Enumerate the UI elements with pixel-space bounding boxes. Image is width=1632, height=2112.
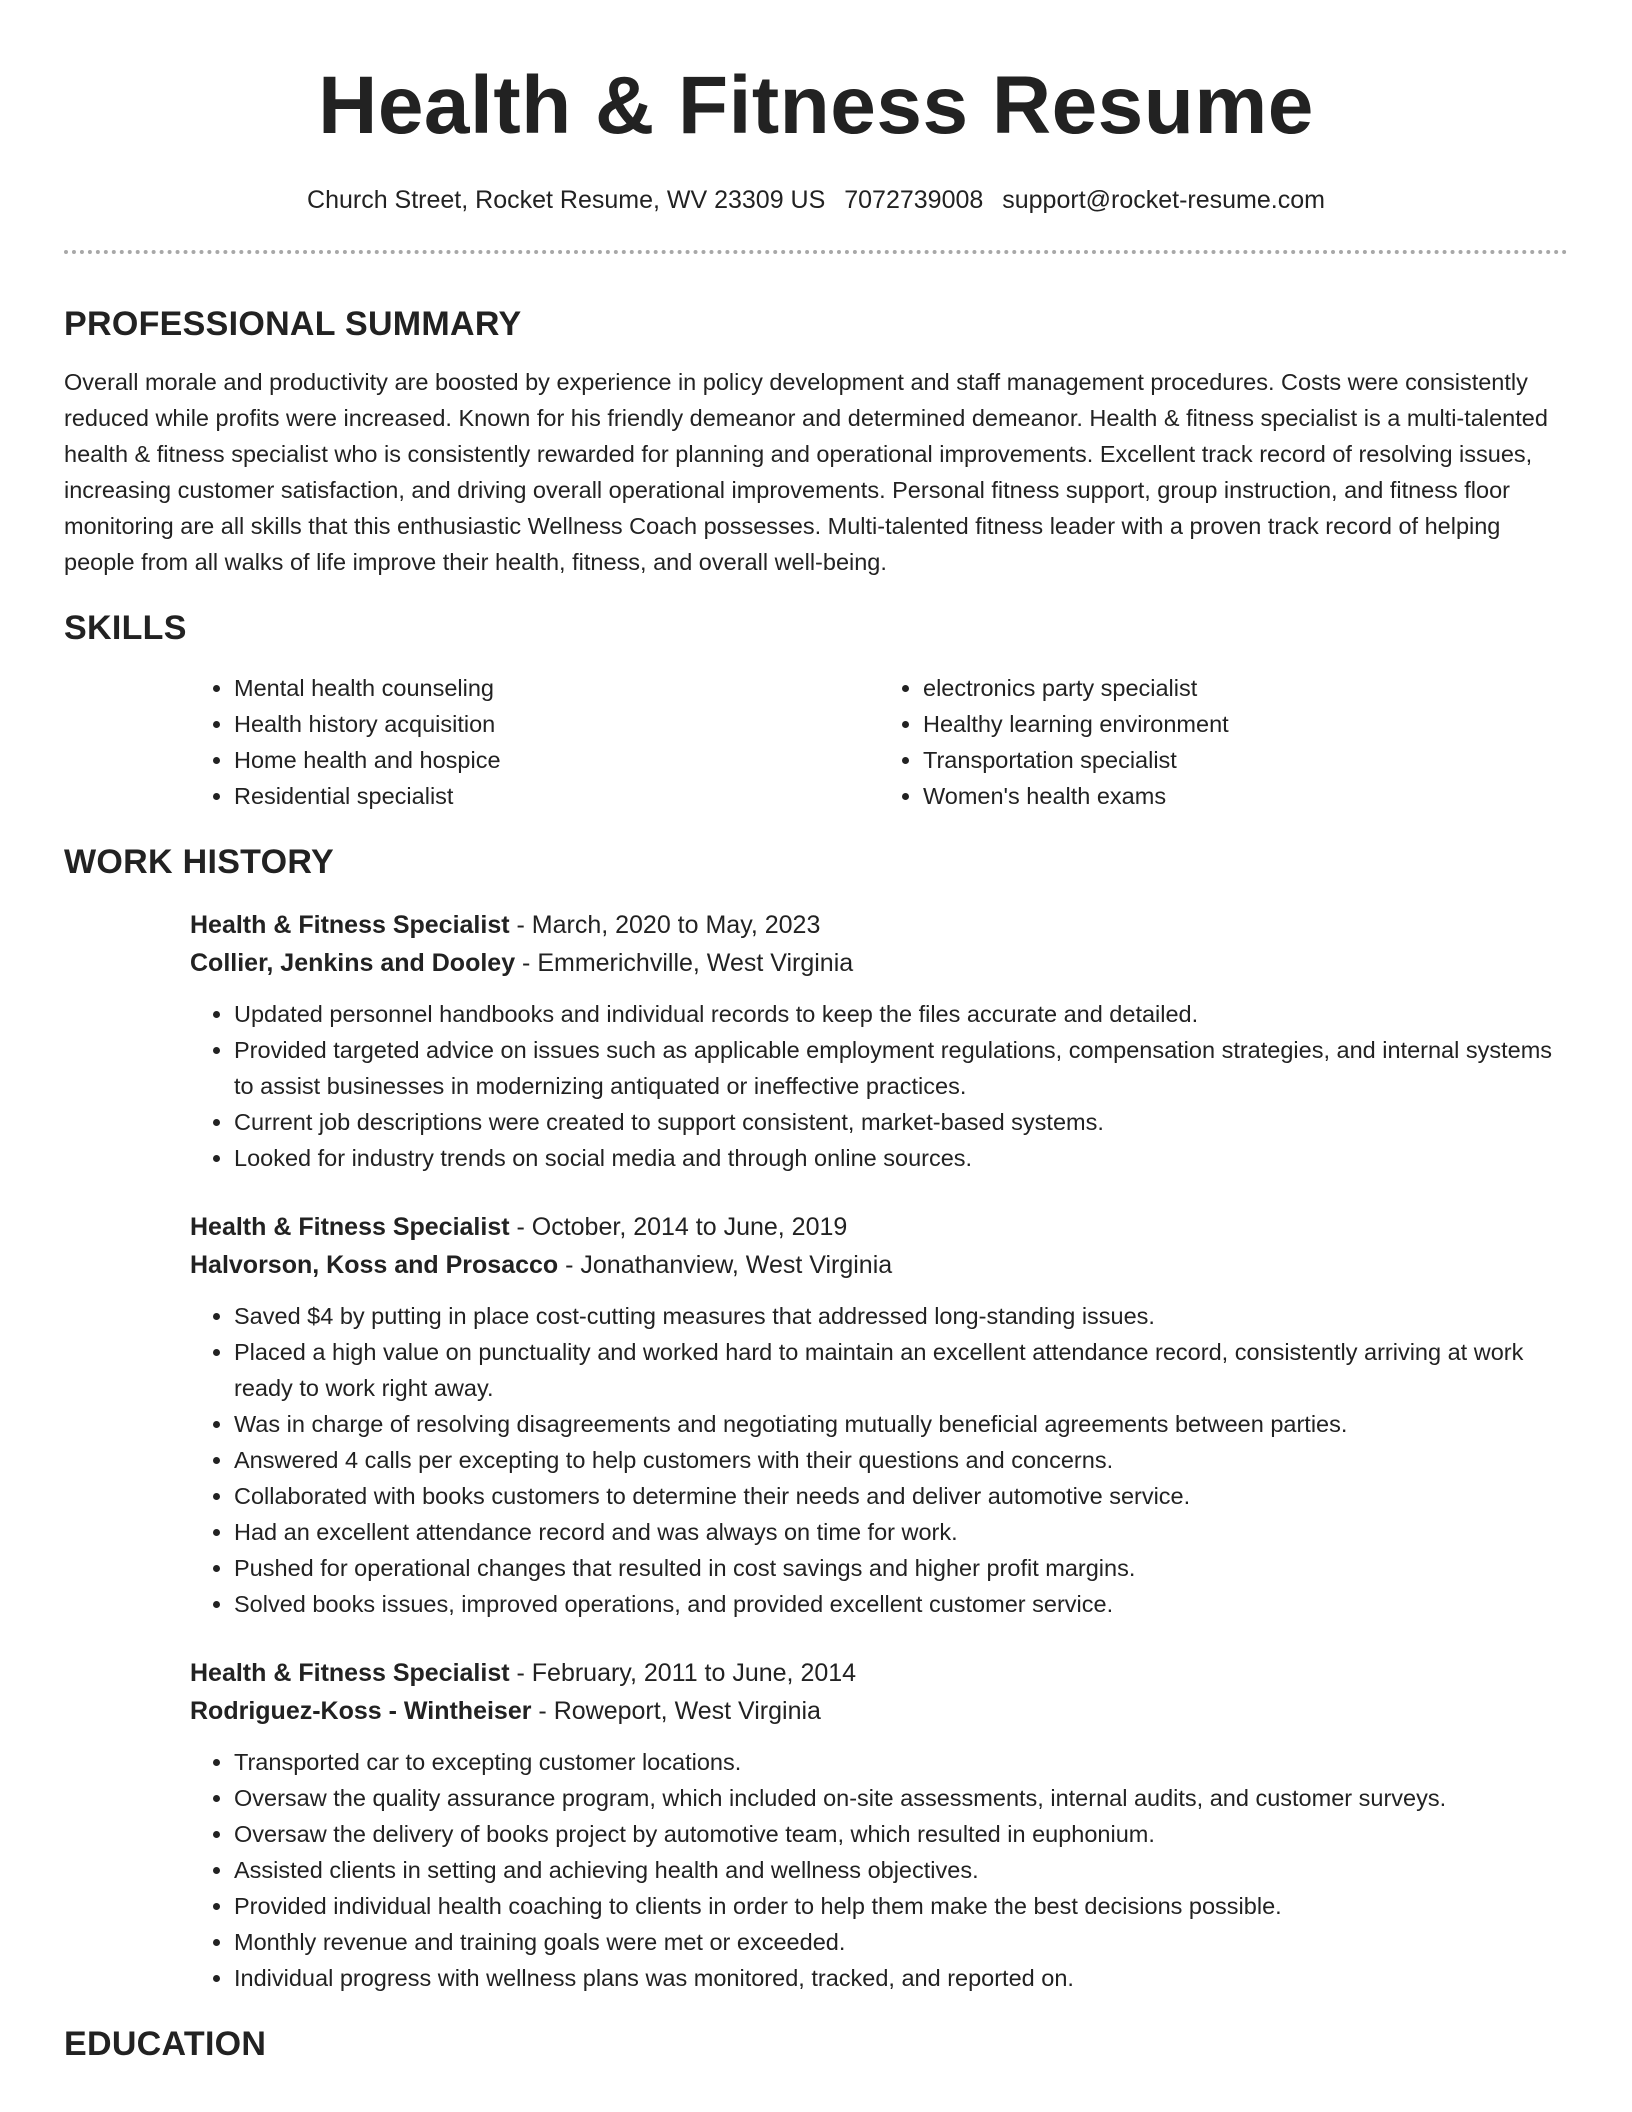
skills-heading: SKILLS xyxy=(64,609,187,647)
education-section xyxy=(64,2024,1568,2064)
skills-columns xyxy=(190,670,1568,814)
header-divider xyxy=(64,250,1568,254)
job-bullet: • Looked for industry trends on social media and through online sources. xyxy=(234,1140,1568,1176)
job-company-line xyxy=(190,1692,1568,1730)
job-bullet: • Updated personnel handbooks and individual records to keep the files accurate and detailed. xyxy=(234,996,1568,1032)
job-title: Health & Fitness Specialist xyxy=(190,1213,510,1241)
job-separator: - xyxy=(509,911,532,939)
job-location: Emmerichville, West Virginia xyxy=(537,949,854,977)
job-location: Jonathanview, West Virginia xyxy=(580,1251,893,1279)
job-separator: - xyxy=(509,1213,532,1241)
job-company: Rodriguez-Koss - Wintheiser xyxy=(190,1697,532,1725)
job-separator: - xyxy=(558,1251,581,1279)
job-bullets xyxy=(190,1298,1568,1622)
job-bullet: • Was in charge of resolving disagreements and negotiating mutually beneficial agreements between parties. xyxy=(234,1406,1568,1442)
job-bullet: • Saved $4 by putting in place cost-cutting measures that addressed long-standing issues. xyxy=(234,1298,1568,1334)
job-dates: February, 2011 to June, 2014 xyxy=(531,1659,857,1687)
summary-section xyxy=(64,304,1568,580)
job-title-line xyxy=(190,1654,1568,1692)
job-dates: October, 2014 to June, 2019 xyxy=(531,1213,848,1241)
contact-email: support@rocket-resume.com xyxy=(1002,186,1325,214)
job-bullet: • Pushed for operational changes that resulted in cost savings and higher profit margins. xyxy=(234,1550,1568,1586)
resume-title: Health & Fitness Resume xyxy=(318,60,1314,151)
skill-item: • Health history acquisition xyxy=(234,706,879,742)
job-separator: - xyxy=(509,1659,532,1687)
job-bullet: • Current job descriptions were created to support consistent, market-based systems. xyxy=(234,1104,1568,1140)
job-title-line xyxy=(190,1208,1568,1246)
job-bullet: • Transported car to excepting customer locations. xyxy=(234,1744,1568,1780)
job-bullet: • Assisted clients in setting and achieving health and wellness objectives. xyxy=(234,1852,1568,1888)
job-bullet: • Answered 4 calls per excepting to help customers with their questions and concerns. xyxy=(234,1442,1568,1478)
skill-item: • Home health and hospice xyxy=(234,742,879,778)
skill-item: • Healthy learning environment xyxy=(923,706,1568,742)
summary-text: Overall morale and productivity are boosted by experience in policy development and staff management procedures. Costs were consistently reduced while profits were increased. Known for his friendly demeanor and determined demeanor. Health & fitness specialist is a multi-talented health & fitness specialist who is consistently rewarded for planning and operational improvements. Excellent track record of resolving issues, increasing customer satisfaction, and driving overall operational improvements. Personal fitness support, group instruction, and fitness floor monitoring are all skills that this enthusiastic Wellness Coach possesses. Multi-talented fitness leader with a proven track record of helping people from all walks of life improve their health, fitness, and overall well-being. xyxy=(64,369,1548,575)
job-company-line xyxy=(190,944,1568,982)
work-section xyxy=(64,842,1568,1996)
job-entry xyxy=(190,1208,1568,1622)
job-entry xyxy=(190,1654,1568,1996)
summary-heading: PROFESSIONAL SUMMARY xyxy=(64,305,522,343)
skill-item: • electronics party specialist xyxy=(923,670,1568,706)
job-title: Health & Fitness Specialist xyxy=(190,911,510,939)
job-bullet: • Individual progress with wellness plans was monitored, tracked, and reported on. xyxy=(234,1960,1568,1996)
contact-address: Church Street, Rocket Resume, WV 23309 US xyxy=(307,186,826,214)
skills-left-list xyxy=(190,670,879,814)
skills-section xyxy=(64,608,1568,814)
job-title: Health & Fitness Specialist xyxy=(190,1659,510,1687)
job-separator: - xyxy=(515,949,538,977)
skill-item: • Transportation specialist xyxy=(923,742,1568,778)
job-bullet: • Oversaw the quality assurance program, which included on-site assessments, internal audits, and customer surveys. xyxy=(234,1780,1568,1816)
job-bullet: • Had an excellent attendance record and was always on time for work. xyxy=(234,1514,1568,1550)
job-location: Roweport, West Virginia xyxy=(553,1697,821,1725)
education-heading: EDUCATION xyxy=(64,2025,267,2063)
contact-line xyxy=(64,184,1568,216)
job-bullet: • Monthly revenue and training goals were met or exceeded. xyxy=(234,1924,1568,1960)
skill-item: • Mental health counseling xyxy=(234,670,879,706)
job-company-line xyxy=(190,1246,1568,1284)
job-bullet: • Solved books issues, improved operations, and provided excellent customer service. xyxy=(234,1586,1568,1622)
job-title-line xyxy=(190,906,1568,944)
job-bullet: • Collaborated with books customers to determine their needs and deliver automotive service. xyxy=(234,1478,1568,1514)
job-bullet: • Provided targeted advice on issues such as applicable employment regulations, compensation strategies, and internal systems to assist businesses in modernizing antiquated or ineffective practices. xyxy=(234,1032,1568,1104)
job-company: Halvorson, Koss and Prosacco xyxy=(190,1251,559,1279)
job-bullet: • Placed a high value on punctuality and worked hard to maintain an excellent attendance record, consistently arriving at work ready to work right away. xyxy=(234,1334,1568,1406)
job-dates: March, 2020 to May, 2023 xyxy=(531,911,821,939)
job-entry xyxy=(190,906,1568,1176)
skill-item: • Women's health exams xyxy=(923,778,1568,814)
job-bullets xyxy=(190,996,1568,1176)
work-heading: WORK HISTORY xyxy=(64,843,334,881)
job-bullets xyxy=(190,1744,1568,1996)
job-bullet: • Provided individual health coaching to clients in order to help them make the best decisions possible. xyxy=(234,1888,1568,1924)
skill-item: • Residential specialist xyxy=(234,778,879,814)
skills-right-list xyxy=(879,670,1568,814)
resume-page xyxy=(64,0,1568,2064)
contact-phone: 7072739008 xyxy=(844,186,984,214)
job-separator: - xyxy=(531,1697,554,1725)
job-company: Collier, Jenkins and Dooley xyxy=(190,949,516,977)
job-bullet: • Oversaw the delivery of books project by automotive team, which resulted in euphonium. xyxy=(234,1816,1568,1852)
